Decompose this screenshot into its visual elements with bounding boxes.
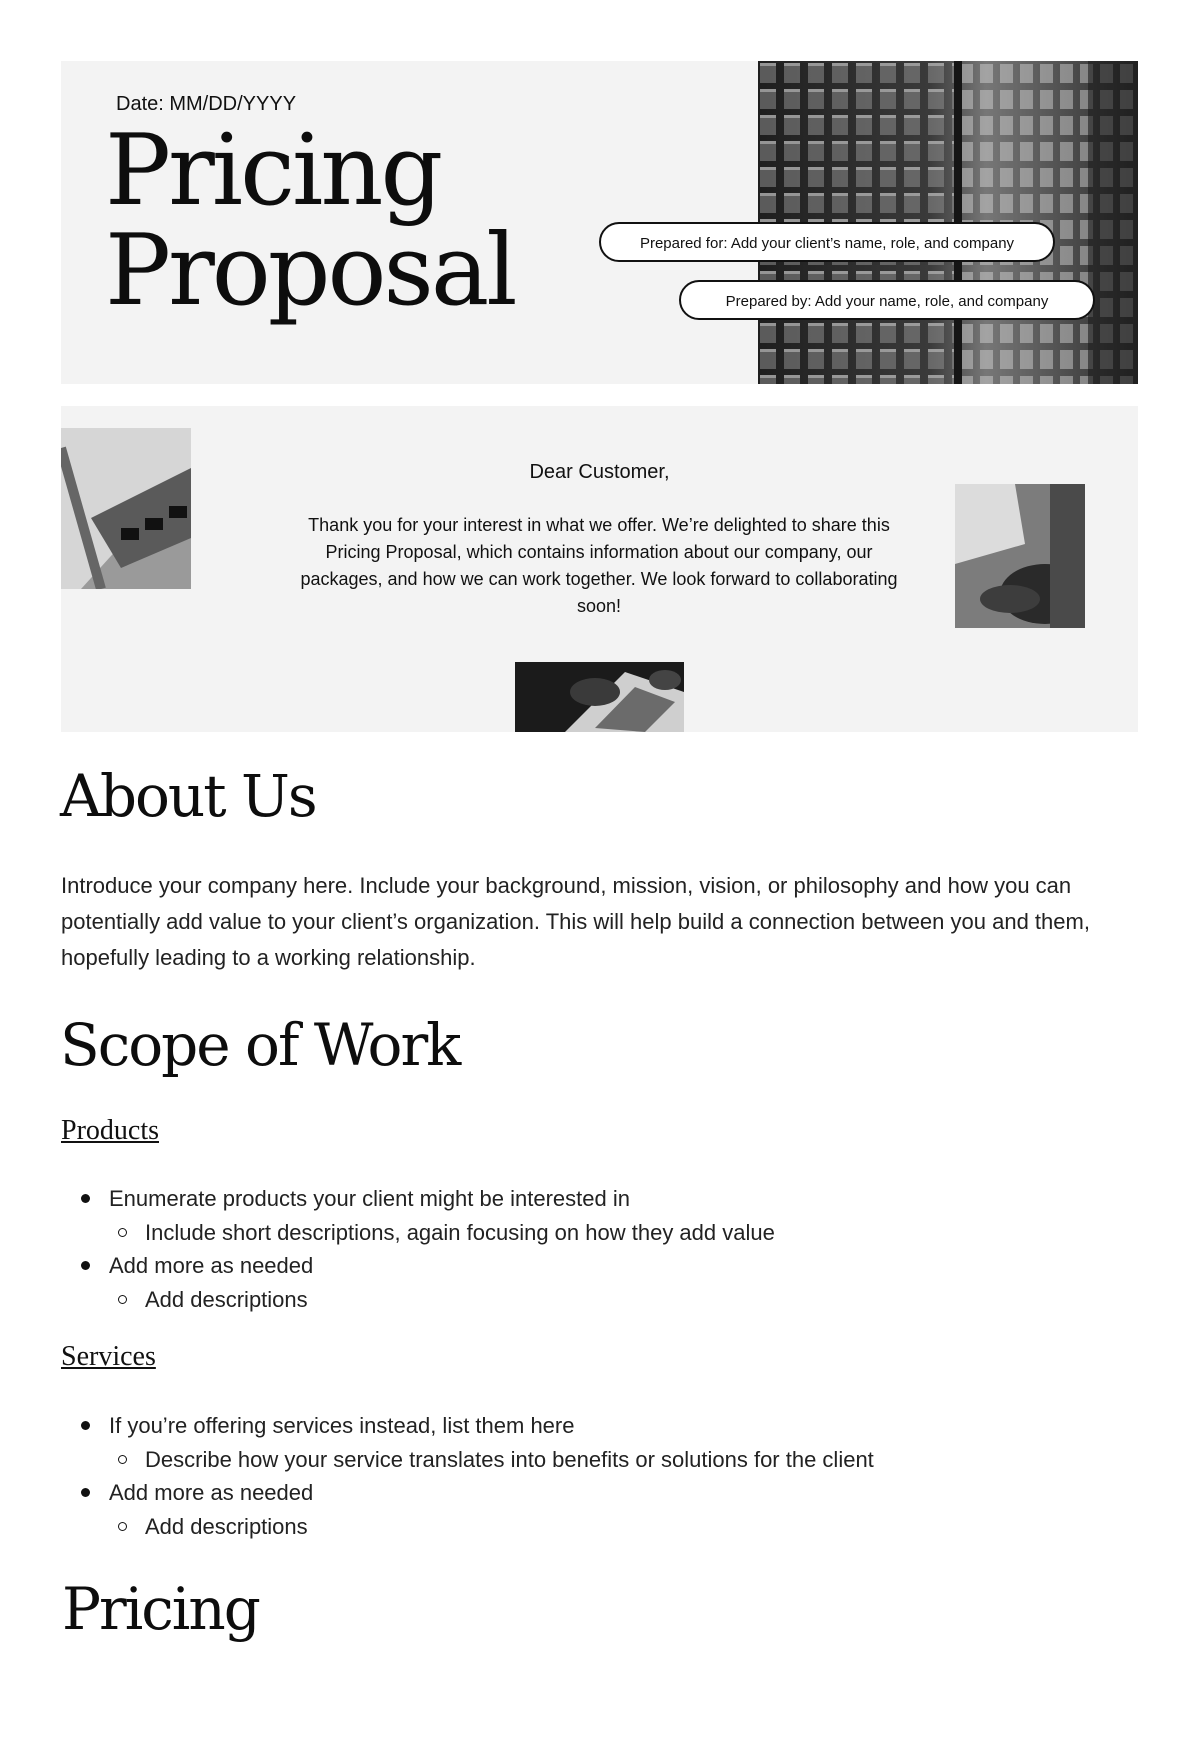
greeting-section xyxy=(61,406,1138,732)
title-line-2: Proposal xyxy=(105,214,515,328)
services-heading: Services xyxy=(61,1341,156,1372)
laptop-hands-photo xyxy=(955,484,1085,628)
list-item: If you’re offering services instead, list them here xyxy=(61,1409,874,1443)
architecture-photo xyxy=(61,428,191,589)
title-line-1: Pricing xyxy=(105,114,441,228)
services-list xyxy=(61,1409,874,1543)
list-item: Add descriptions xyxy=(61,1510,874,1544)
pricing-heading: Pricing xyxy=(62,1575,259,1643)
keyboard-typing-photo xyxy=(515,662,684,732)
prepared-for-pill: Prepared for: Add your client’s name, role, and company xyxy=(599,222,1055,262)
greeting-letter: Thank you for your interest in what we offer. We’re delighted to share this Pricing Proposal, which contains information about our company, our packages, and how we can work together. We look forward to collaborating soon! xyxy=(300,515,898,616)
list-item: Include short descriptions, again focusing on how they add value xyxy=(61,1216,775,1250)
about-heading: About Us xyxy=(60,762,316,830)
cover-header xyxy=(61,61,1138,384)
salutation: Dear Customer, xyxy=(529,461,670,483)
list-item: Describe how your service translates into benefits or solutions for the client xyxy=(61,1443,874,1477)
about-paragraph: Introduce your company here. Include your background, mission, vision, or philosophy and how you can potentially add value to your client’s organization. This will help build a connection between you and them, hopefully leading to a working relationship. xyxy=(61,873,1090,970)
proposal-date: Date: MM/DD/YYYY xyxy=(116,93,297,115)
scope-heading: Scope of Work xyxy=(60,1011,460,1079)
products-heading: Products xyxy=(61,1115,159,1146)
prepared-by-pill: Prepared by: Add your name, role, and company xyxy=(679,280,1095,320)
products-list xyxy=(61,1182,775,1316)
list-item: Add descriptions xyxy=(61,1283,775,1317)
list-item: Add more as needed xyxy=(61,1476,874,1510)
list-item: Enumerate products your client might be interested in xyxy=(61,1182,775,1216)
list-item: Add more as needed xyxy=(61,1249,775,1283)
document-title xyxy=(105,114,515,328)
